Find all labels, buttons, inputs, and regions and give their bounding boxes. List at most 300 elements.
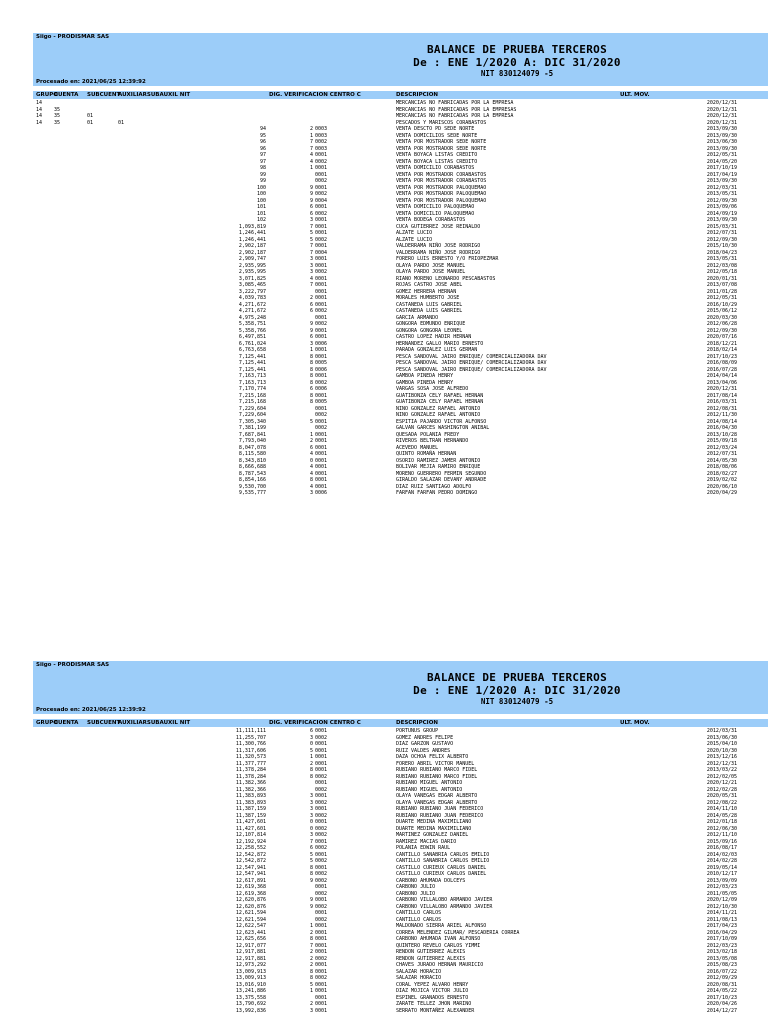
cell-descripcion: PESCA SANDOVAL JAIRO ENRIQUE/ COMERCIALIZADORA DAV (396, 366, 547, 373)
cell-ult-mov: 2015/10/30 (706, 243, 737, 249)
cell-descripcion: DUARTE MEDINA MAXIMILIANO (396, 819, 472, 825)
cell-subcuenta: 01 (87, 113, 94, 119)
cell-centro-costo: 0001 (315, 760, 328, 767)
cell-centro-costo: 0002 (315, 825, 328, 832)
cell-nit: 11,382,366 (235, 780, 266, 786)
cell-descripcion: GALVAN GARCES WASHINGTON ANIBAL (396, 425, 490, 431)
cell-centro-costo: 0001 (315, 314, 328, 321)
cell-descripcion: DIAZ GARZON GUSTAVO (396, 741, 454, 747)
cell-ult-mov: 2012/11/30 (706, 412, 737, 418)
cell-descripcion: FORERO LUIS ERNESTO Y/O FRIOPEZMAR (396, 256, 499, 262)
cell-centro-costo: 0002 (315, 871, 328, 877)
cell-centro-costo: 0001 (315, 353, 328, 360)
cell-grupo: 14 (36, 106, 43, 113)
cell-nit: 7,381,199 (238, 425, 266, 431)
cell-descripcion: ESPINEL GRANADOS ERNESTO (396, 994, 469, 1001)
cell-nit: 12,973,292 (235, 962, 266, 968)
cell-descripcion: SALAZAR HORACIO (396, 975, 442, 981)
cell-centro-costo: 0001 (315, 851, 328, 858)
cell-nit: 2,902,187 (238, 249, 266, 256)
cell-centro-costo: 0006 (315, 340, 328, 347)
cell-dig-verificacion: 3 (309, 799, 313, 806)
cell-centro-costo: 0002 (315, 916, 328, 923)
cell-nit: 12,619,368 (235, 884, 266, 890)
cell-descripcion: MERCANCIAS NO FABRICADAS POR LA EMPRESA (396, 100, 514, 106)
cell-descripcion: CORREA MELENDEZ GILMAR/ PESCADERIA CORREA (396, 929, 520, 936)
col-subcuenta: SUBCUENT (87, 92, 121, 98)
cell-dig-verificacion: 3 (309, 1007, 313, 1014)
cell-descripcion: CORAL YEPEZ ALVARO HENRY (396, 981, 469, 988)
cell-ult-mov: 2017/04/19 (706, 171, 737, 178)
cell-nit: 12,547,941 (235, 871, 266, 877)
cell-nit: 99 (259, 178, 266, 184)
cell-ult-mov: 2013/05/31 (706, 191, 737, 197)
cell-nit: 12,542,872 (235, 858, 266, 864)
cell-centro-costo: 0002 (315, 191, 328, 197)
col-ult-mov: ULT. MOV. (620, 92, 650, 98)
cell-ult-mov: 2013/06/30 (706, 734, 737, 741)
cell-dig-verificacion: 8 (309, 477, 313, 483)
cell-ult-mov: 2016/08/17 (706, 845, 737, 851)
cell-nit: 94 (259, 126, 266, 132)
cell-ult-mov: 2017/10/19 (706, 165, 737, 171)
cell-dig-verificacion: 2 (309, 962, 313, 968)
cell-dig-verificacion: 4 (309, 470, 313, 477)
cell-nit: 12,107,814 (235, 832, 266, 838)
cell-ult-mov: 2017/10/23 (706, 994, 737, 1001)
cell-descripcion: BOLIVAR MEJIA RAMIRO ENRIQUE (396, 464, 481, 470)
cell-descripcion: CUCA GUTIERREZ JOSE REINALDO (396, 223, 481, 230)
cell-dig-verificacion: 1 (309, 754, 313, 760)
cell-descripcion: RENDON GUTIERREZ ALEXIS (396, 955, 466, 962)
cell-centro-costo: 0001 (315, 301, 328, 308)
cell-descripcion: HERNANDEZ GALLO MARIO ERNESTO (396, 340, 484, 347)
cell-descripcion: CANTILLO CARLOS (396, 910, 442, 916)
cell-descripcion: ALZATE LUCIO (396, 236, 433, 243)
cell-nit: 4,039,783 (238, 295, 266, 301)
cell-centro-costo: 0001 (315, 949, 328, 955)
cell-ult-mov: 2011/05/05 (706, 890, 737, 897)
cell-descripcion: PARADA GONZALEZ LUIS GERMAN (396, 347, 478, 353)
cell-descripcion: MORENO GUERRERO FERMIN SEGUNDO (396, 470, 487, 477)
cell-descripcion: OLAYA VANEGAS EDGAR ALBERTO (396, 799, 478, 806)
cell-nit: 8,854,166 (238, 477, 266, 483)
cell-ult-mov: 2013/10/28 (706, 431, 737, 438)
cell-centro-costo: 0002 (315, 832, 328, 838)
cell-cuenta: 35 (54, 113, 61, 119)
cell-dig-verificacion: 4 (309, 451, 313, 457)
cell-descripcion: CASTRO LOPEZ HADIR HERNAN (396, 334, 472, 340)
cell-descripcion: VARGAS SOSA JOSE ALFREDO (396, 386, 469, 392)
cell-descripcion: OLAYA VANEGAS EDGAR ALBERTO (396, 793, 478, 799)
cell-dig-verificacion: 8 (309, 871, 313, 877)
cell-nit: 7,125,441 (238, 353, 266, 360)
cell-dig-verificacion: 3 (309, 269, 313, 275)
cell-centro-costo: 0001 (315, 477, 328, 483)
cell-descripcion: ALZATE LUCIO (396, 230, 433, 236)
cell-centro-costo: 0002 (315, 955, 328, 962)
cell-dig-verificacion: 6 (309, 334, 313, 340)
cell-ult-mov: 2013/09/30 (706, 126, 737, 132)
cell-dig-verificacion: 1 (309, 347, 313, 353)
cell-descripcion: RENDON GUTIERREZ ALEXIS (396, 949, 466, 955)
cell-descripcion: FARFAN FARFAN PEDRO DOMINGO (396, 490, 478, 496)
cell-centro-costo: 0001 (315, 747, 328, 754)
cell-ult-mov: 2016/04/30 (706, 425, 737, 431)
cell-ult-mov: 2020/01/31 (706, 275, 737, 282)
cell-ult-mov: 2018/04/23 (706, 249, 737, 256)
cell-descripcion: CASTANEDA LUIS GABRIEL (396, 308, 463, 314)
cell-dig-verificacion: 9 (309, 903, 313, 910)
cell-ult-mov: 2014/11/21 (706, 910, 737, 916)
cell-centro-costo: 0001 (315, 994, 328, 1001)
cell-dig-verificacion: 5 (309, 230, 313, 236)
cell-centro-costo: 0006 (315, 386, 328, 392)
cell-nit: 7,229,604 (238, 412, 266, 418)
cell-dig-verificacion: 1 (309, 165, 313, 171)
cell-descripcion: QUINTO ROMAÑA HERNAN (396, 451, 457, 457)
cell-dig-verificacion: 2 (309, 126, 313, 132)
cell-ult-mov: 2020/10/30 (706, 747, 737, 754)
cell-nit: 7,170,774 (238, 386, 266, 392)
cell-ult-mov: 2012/05/31 (706, 295, 737, 301)
cell-descripcion: GAMBOA PINEDA HENRY (396, 379, 454, 386)
cell-descripcion: VALDERRAMA NIÑO JOSE RODRIGO (396, 243, 481, 249)
col-auxiliar-nit: AUXILIARSUBAUXIL NIT (118, 720, 191, 726)
report-nit: NIT 830124079 -5 (480, 69, 554, 78)
cell-centro-costo: 0001 (315, 262, 328, 269)
cell-dig-verificacion: 4 (309, 275, 313, 282)
cell-descripcion: GONGORA EDMUNDO ENRIQUE (396, 321, 466, 327)
col-dig-centro: DIG. VERIFICACION CENTRO C (269, 720, 361, 726)
cell-dig-verificacion: 8 (309, 864, 313, 871)
cell-nit: 1,093,819 (238, 223, 266, 230)
cell-dig-verificacion: 8 (309, 773, 313, 780)
cell-nit: 5,358,766 (238, 327, 266, 334)
cell-dig-verificacion: 5 (309, 236, 313, 243)
cell-dig-verificacion: 0 (309, 457, 313, 464)
cell-descripcion: DIAZ MOJICA VICTOR JULIO (396, 988, 469, 994)
cell-nit: 11,255,707 (235, 734, 266, 741)
cell-descripcion: ESPITIA PAJARDO VICTOR ALFONSO (396, 418, 487, 425)
cell-ult-mov: 2012/09/30 (706, 327, 737, 334)
cell-ult-mov: 2014/12/27 (706, 1007, 737, 1014)
cell-nit: 6,761,024 (238, 340, 266, 347)
cell-centro-costo: 0001 (315, 483, 328, 490)
cell-nit: 13,241,886 (235, 988, 266, 994)
cell-descripcion: MARTINEZ GONZALEZ DANIEL (396, 832, 469, 838)
cell-centro-costo: 0001 (315, 884, 328, 890)
cell-ult-mov: 2013/06/30 (706, 139, 737, 145)
cell-descripcion: NINO GONZALEZ RAFAEL ANTONIO (396, 405, 481, 412)
cell-dig-verificacion: 9 (309, 897, 313, 903)
cell-ult-mov: 2012/06/28 (706, 321, 737, 327)
cell-dig-verificacion: 8 (309, 968, 313, 975)
cell-centro-costo: 0001 (315, 282, 328, 288)
cell-centro-costo: 0002 (315, 858, 328, 864)
cell-ult-mov: 2016/03/31 (706, 399, 737, 405)
cell-centro-costo: 0001 (315, 968, 328, 975)
cell-ult-mov: 2012/03/23 (706, 942, 737, 949)
cell-centro-costo: 0001 (315, 347, 328, 353)
cell-nit: 12,917,881 (235, 955, 266, 962)
cell-dig-verificacion: 7 (309, 249, 313, 256)
cell-nit: 11,387,159 (235, 812, 266, 819)
cell-centro-costo: 0001 (315, 184, 328, 191)
cell-nit: 95 (259, 132, 266, 139)
cell-ult-mov: 2020/12/31 (706, 119, 737, 126)
cell-centro-costo: 0001 (315, 910, 328, 916)
cell-centro-costo: 0001 (315, 819, 328, 825)
cell-centro-costo: 0002 (315, 845, 328, 851)
company-name: Siigo - PRODISMAR SAS (36, 34, 110, 40)
cell-centro-costo: 0003 (315, 132, 328, 139)
cell-centro-costo: 0001 (315, 204, 328, 210)
cell-dig-verificacion: 1 (309, 431, 313, 438)
cell-ult-mov: 2015/03/31 (706, 223, 737, 230)
cell-centro-costo: 0001 (315, 838, 328, 845)
cell-nit: 8,115,580 (238, 451, 266, 457)
cell-descripcion: VENTA DOMICILIO CORABASTOS (396, 165, 475, 171)
cell-nit: 1,246,441 (238, 230, 266, 236)
cell-dig-verificacion: 2 (309, 1001, 313, 1007)
cell-ult-mov: 2020/12/31 (706, 106, 737, 113)
cell-ult-mov: 2016/10/29 (706, 301, 737, 308)
cell-centro-costo: 0002 (315, 877, 328, 884)
cell-descripcion: VALDERRAMA NIÑO JOSE RODRIGO (396, 249, 481, 256)
cell-centro-costo: 0001 (315, 728, 328, 734)
cell-ult-mov: 2018/08/06 (706, 464, 737, 470)
cell-dig-verificacion: 7 (309, 282, 313, 288)
cell-ult-mov: 2013/09/30 (706, 132, 737, 139)
cell-centro-costo: 0002 (315, 412, 328, 418)
cell-ult-mov: 2013/02/18 (706, 949, 737, 955)
cell-nit: 7,125,441 (238, 366, 266, 373)
cell-nit: 98 (259, 165, 266, 171)
company-name: Siigo - PRODISMAR SAS (36, 662, 110, 668)
cell-centro-costo: 0001 (315, 754, 328, 760)
col-auxiliar-nit: AUXILIARSUBAUXIL NIT (118, 92, 191, 98)
cell-descripcion: GUATIBONZA CELY RAFAEL HERNAN (396, 392, 484, 399)
cell-nit: 13,992,836 (235, 1007, 266, 1014)
cell-dig-verificacion: 9 (309, 191, 313, 197)
cell-ult-mov: 2015/06/12 (706, 308, 737, 314)
cell-ult-mov: 2020/08/31 (706, 981, 737, 988)
cell-nit: 12,620,876 (235, 897, 266, 903)
cell-ult-mov: 2014/08/14 (706, 418, 737, 425)
cell-centro-costo: 0001 (315, 806, 328, 812)
cell-dig-verificacion: 8 (309, 353, 313, 360)
cell-ult-mov: 2020/07/16 (706, 334, 737, 340)
cell-centro-costo: 0002 (315, 308, 328, 314)
cell-descripcion: CASTILLO CURIEUX CARLOS DANIEL (396, 864, 487, 871)
cell-dig-verificacion: 7 (309, 243, 313, 249)
cell-nit: 11,383,893 (235, 799, 266, 806)
report-period: De : ENE 1/2020 A: DIC 31/2020 (413, 56, 621, 69)
cell-ult-mov: 2014/02/03 (706, 851, 737, 858)
cell-dig-verificacion: 0 (309, 819, 313, 825)
cell-dig-verificacion: 7 (309, 139, 313, 145)
cell-centro-costo: 0004 (315, 249, 328, 256)
cell-nit: 2,909,747 (238, 256, 266, 262)
cell-nit: 7,229,604 (238, 405, 266, 412)
cell-ult-mov: 2012/12/31 (706, 760, 737, 767)
cell-nit: 3,085,465 (238, 282, 266, 288)
cell-centro-costo: 0001 (315, 929, 328, 936)
cell-descripcion: VENTA DOMICILIO PALOQUEMAO (396, 204, 475, 210)
cell-ult-mov: 2015/09/16 (706, 838, 737, 845)
cell-nit: 12,917,881 (235, 949, 266, 955)
cell-nit: 12,258,552 (235, 845, 266, 851)
cell-descripcion: VENTA BOYACA LISTAS CREDITO (396, 152, 478, 158)
cell-dig-verificacion: 6 (309, 386, 313, 392)
cell-nit: 11,382,366 (235, 786, 266, 793)
cell-centro-costo: 0002 (315, 903, 328, 910)
cell-centro-costo: 0001 (315, 152, 328, 158)
cell-descripcion: VENTA POR MOSTRADOR SEDE NORTE (396, 139, 487, 145)
cell-centro-costo: 0001 (315, 165, 328, 171)
cell-nit: 11,317,606 (235, 747, 266, 754)
cell-descripcion: RAMIREZ MACIAS DARIO (396, 838, 457, 845)
cell-descripcion: CASTANEDA LUIS GABRIEL (396, 301, 463, 308)
cell-centro-costo: 0001 (315, 464, 328, 470)
cell-ult-mov: 2018/02/14 (706, 347, 737, 353)
cell-dig-verificacion: 2 (309, 929, 313, 936)
cell-dig-verificacion: 8 (309, 379, 313, 386)
cell-descripcion: MERCANCIAS NO FABRICADAS POR LA EMPRESAS (396, 106, 517, 113)
cell-ult-mov: 2020/04/29 (706, 490, 737, 496)
cell-descripcion: VENTA POR MOSTRADOR CORABASTOS (396, 178, 487, 184)
cell-nit: 11,378,284 (235, 773, 266, 780)
cell-ult-mov: 2012/05/31 (706, 152, 737, 158)
cell-descripcion: POLANIA EDWIN RAUL (396, 845, 451, 851)
cell-descripcion: GAMBOA PINEDA HENRY (396, 373, 454, 379)
cell-centro-costo: 0001 (315, 171, 328, 178)
cell-nit: 101 (256, 210, 266, 217)
cell-ult-mov: 2012/07/31 (706, 230, 737, 236)
cell-nit: 11,383,893 (235, 793, 266, 799)
cell-centro-costo: 0002 (315, 236, 328, 243)
cell-dig-verificacion: 5 (309, 981, 313, 988)
cell-nit: 11,378,284 (235, 767, 266, 773)
cell-dig-verificacion: 1 (309, 132, 313, 139)
cell-ult-mov: 2012/09/29 (706, 975, 737, 981)
cell-nit: 12,625,656 (235, 936, 266, 942)
cell-centro-costo: 0001 (315, 767, 328, 773)
cell-dig-verificacion: 3 (309, 340, 313, 347)
report-nit: NIT 830124079 -5 (480, 697, 554, 706)
cell-dig-verificacion: 9 (309, 184, 313, 191)
cell-nit: 96 (259, 139, 266, 145)
cell-centro-costo: 0001 (315, 897, 328, 903)
cell-ult-mov: 2014/05/28 (706, 812, 737, 819)
cell-auxiliar: 01 (118, 119, 125, 126)
cell-dig-verificacion: 5 (309, 747, 313, 754)
cell-nit: 7,163,713 (238, 379, 266, 386)
cell-ult-mov: 2014/04/14 (706, 373, 737, 379)
cell-ult-mov: 2011/01/28 (706, 288, 737, 295)
cell-dig-verificacion: 9 (309, 327, 313, 334)
cell-descripcion: RUIZ VALDES ANDRES (396, 747, 451, 754)
cell-nit: 8,343,810 (238, 457, 266, 464)
cell-descripcion: RIVEROS BELTRAN HERNANDO (396, 438, 469, 444)
cell-centro-costo: 0001 (315, 457, 328, 464)
cell-ult-mov: 2020/12/31 (706, 100, 737, 106)
cell-dig-verificacion: 3 (309, 734, 313, 741)
cell-nit: 97 (259, 158, 266, 165)
cell-nit: 12,917,077 (235, 942, 266, 949)
cell-centro-costo: 0002 (315, 786, 328, 793)
cell-ult-mov: 2012/03/23 (706, 884, 737, 890)
cell-descripcion: ZARATE TELLEZ JHON MARINO (396, 1001, 472, 1007)
cell-dig-verificacion: 6 (309, 204, 313, 210)
cell-ult-mov: 2014/11/10 (706, 806, 737, 812)
cell-centro-costo: 0001 (315, 431, 328, 438)
cell-dig-verificacion: 9 (309, 197, 313, 204)
cell-descripcion: MALDONADO SIERRA ARIEL ALFONSO (396, 923, 487, 929)
cell-centro-costo: 0001 (315, 275, 328, 282)
cell-ult-mov: 2011/08/13 (706, 916, 737, 923)
cell-ult-mov: 2020/12/31 (706, 386, 737, 392)
cell-descripcion: CARBONO AHUMADA DOLCEYS (396, 877, 466, 884)
cell-descripcion: OSORIO RAMIREZ JAMER ANTONIO (396, 457, 481, 464)
cell-dig-verificacion: 7 (309, 223, 313, 230)
cell-ult-mov: 2013/05/31 (706, 256, 737, 262)
cell-nit: 4,271,672 (238, 308, 266, 314)
cell-ult-mov: 2012/02/28 (706, 786, 737, 793)
cell-ult-mov: 2012/02/05 (706, 773, 737, 780)
col-grupo: GRUPO (36, 92, 58, 98)
cell-nit: 7,215,168 (238, 399, 266, 405)
cell-descripcion: RUBIANO MIGUEL ANTONIO (396, 786, 463, 793)
cell-descripcion: VENTA POR MOSTRADOR PALOQUEMAO (396, 191, 487, 197)
cell-centro-costo: 0002 (315, 178, 328, 184)
cell-grupo: 14 (36, 100, 43, 106)
cell-dig-verificacion: 2 (309, 438, 313, 444)
cell-nit: 2,935,995 (238, 262, 266, 269)
cell-ult-mov: 2012/03/24 (706, 444, 737, 451)
cell-nit: 11,427,601 (235, 825, 266, 832)
cell-descripcion: DUARTE MEDINA MAXIMILIANO (396, 825, 472, 832)
cell-descripcion: RUBIANO RUBIANO MARCO FIDEL (396, 773, 478, 780)
cell-grupo: 14 (36, 119, 43, 126)
cell-ult-mov: 2014/05/22 (706, 988, 737, 994)
cell-centro-costo: 0001 (315, 923, 328, 929)
cell-descripcion: CHAVES JURADO HERNAN MAURICIO (396, 962, 484, 968)
col-descripcion: DESCRIPCION (396, 720, 438, 726)
cell-dig-verificacion: 1 (309, 923, 313, 929)
cell-descripcion: VENTA POR MOSTRADOR PALOQUEMAO (396, 197, 487, 204)
cell-descripcion: RUBIANO RUBIANO MARCO FIDEL (396, 767, 478, 773)
cell-centro-costo: 0002 (315, 812, 328, 819)
cell-descripcion: CARBONO VILLALOBO ARMANDO JAVIER (396, 903, 493, 910)
cell-centro-costo: 0006 (315, 490, 328, 496)
cell-ult-mov: 2013/09/06 (706, 204, 737, 210)
cell-descripcion: CARBONO AHUMADA IVAN ALFONSO (396, 936, 481, 942)
cell-nit: 5,358,751 (238, 321, 266, 327)
cell-dig-verificacion: 5 (309, 418, 313, 425)
cell-ult-mov: 2020/12/09 (706, 897, 737, 903)
cell-nit: 12,547,941 (235, 864, 266, 871)
cell-dig-verificacion: 3 (309, 832, 313, 838)
col-subcuenta: SUBCUENT (87, 720, 121, 726)
cell-nit: 96 (259, 145, 266, 152)
cell-centro-costo: 0002 (315, 975, 328, 981)
cell-nit: 2,935,995 (238, 269, 266, 275)
cell-ult-mov: 2012/11/10 (706, 832, 737, 838)
cell-centro-costo: 0001 (315, 217, 328, 223)
cell-ult-mov: 2019/02/02 (706, 477, 737, 483)
